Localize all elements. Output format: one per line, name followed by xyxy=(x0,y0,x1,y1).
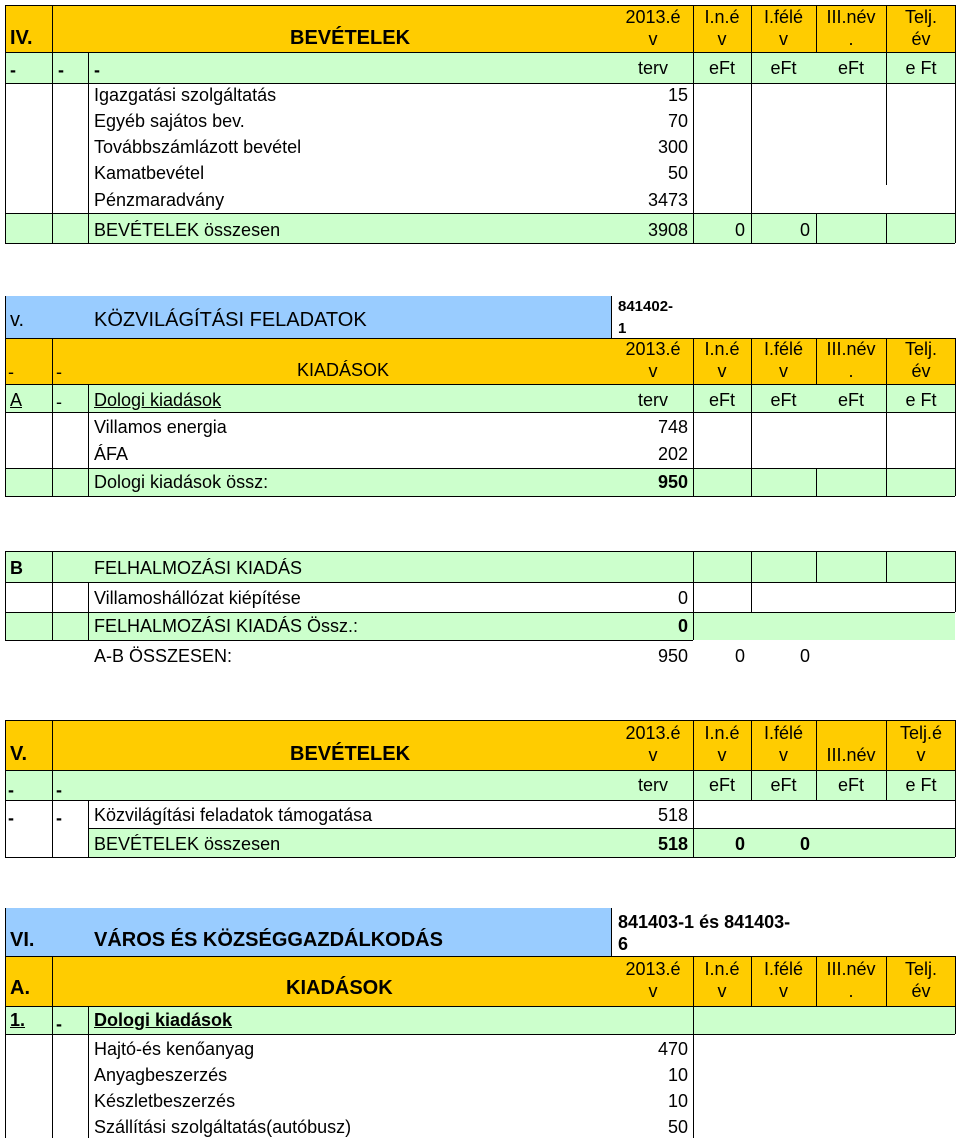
a-total-label: Dologi kiadások össz: xyxy=(94,472,269,492)
unit-eft: eFt xyxy=(837,390,864,410)
row-value: 70 xyxy=(667,111,688,131)
dash: - xyxy=(56,1014,62,1034)
col-head-ifele: I.félé v xyxy=(763,959,804,1001)
total-value: 3908 xyxy=(647,220,688,240)
col-head-ine: I.n.é v xyxy=(704,723,740,765)
unit-eft: e Ft xyxy=(905,390,937,410)
dash: - xyxy=(58,60,64,80)
row-label: Hajtó-és kenőanyag xyxy=(94,1039,255,1059)
col-head-ifele: I.félé v xyxy=(763,339,804,381)
section-number: VI. xyxy=(10,929,35,951)
dash: - xyxy=(10,60,16,80)
section-title: KÖZVILÁGÍTÁSI FELADATOK xyxy=(94,309,367,331)
ab-total-value: 0 xyxy=(734,646,745,666)
col-head-ine: I.n.é v xyxy=(704,339,740,381)
col-head-ine: I.n.é v xyxy=(704,959,740,1001)
col-head-2013: 2013.é v xyxy=(625,7,681,49)
row-label: Kamatbevétel xyxy=(94,163,205,183)
ab-total-label: A-B ÖSSZESEN: xyxy=(94,646,233,666)
unit-terv: terv xyxy=(637,58,668,78)
row-label: Egyéb sajátos bev. xyxy=(94,111,245,131)
row-label: Szállítási szolgáltatás(autóbusz) xyxy=(94,1117,352,1137)
activity-code: 841402- 1 xyxy=(618,298,674,337)
unit-eft: eFt xyxy=(770,390,797,410)
kiadasok-label: KIADÁSOK xyxy=(297,360,390,380)
a-total-value: 950 xyxy=(657,472,688,492)
row-value: 748 xyxy=(657,417,688,437)
col-head-2013: 2013.é v xyxy=(625,959,681,1001)
ab-total-value: 0 xyxy=(799,646,810,666)
unit-terv: terv xyxy=(637,775,668,795)
unit-eft: eFt xyxy=(708,775,735,795)
dash: - xyxy=(8,362,14,382)
dash: - xyxy=(8,780,14,800)
unit-eft: eFt xyxy=(770,775,797,795)
row-value: 518 xyxy=(657,805,688,825)
unit-eft: e Ft xyxy=(905,775,937,795)
section-b-label: FELHALMOZÁSI KIADÁS xyxy=(94,558,303,578)
col-head-telj: Telj. év xyxy=(904,959,937,1001)
dash: - xyxy=(56,780,62,800)
row-label: Igazgatási szolgáltatás xyxy=(94,85,277,105)
row-value: 3473 xyxy=(647,190,688,210)
row-label: Készletbeszerzés xyxy=(94,1091,236,1111)
total-value: 0 xyxy=(799,220,810,240)
dash: - xyxy=(56,362,62,382)
ab-total-value: 950 xyxy=(657,646,688,666)
unit-eft: eFt xyxy=(708,390,735,410)
section-a-label: Dologi kiadások xyxy=(94,390,222,410)
section-b-num: B xyxy=(10,558,23,578)
unit-eft: eFt xyxy=(770,58,797,78)
dash: - xyxy=(8,808,14,828)
section-a-num: A. xyxy=(10,977,30,999)
col-head-2013: 2013.é v xyxy=(625,339,681,381)
unit-eft: eFt xyxy=(837,58,864,78)
col-head-ifele: I.félé v xyxy=(763,723,804,765)
unit-eft: eFt xyxy=(708,58,735,78)
unit-eft: e Ft xyxy=(905,58,937,78)
row-label: Közvilágítási feladatok támogatása xyxy=(94,805,373,825)
row-value: 10 xyxy=(667,1091,688,1111)
row-value: 300 xyxy=(657,137,688,157)
row-value: 0 xyxy=(677,588,688,608)
row-label: Továbbszámlázott bevétel xyxy=(94,137,302,157)
col-head-2013: 2013.é v xyxy=(625,723,681,765)
col-head-telj: Telj. év xyxy=(904,339,937,381)
row-label: Pénzmaradvány xyxy=(94,190,225,210)
total-value: 518 xyxy=(657,834,688,854)
total-value: 0 xyxy=(734,834,745,854)
item-number: 1. xyxy=(10,1010,26,1030)
section-title: VÁROS ÉS KÖZSÉGGAZDÁLKODÁS xyxy=(94,929,443,951)
dash: - xyxy=(56,808,62,828)
activity-code: 841403-1 és 841403- 6 xyxy=(618,912,791,954)
total-label: BEVÉTELEK összesen xyxy=(94,220,281,240)
col-head-iiinev: III.név . xyxy=(826,339,876,381)
row-value: 470 xyxy=(657,1039,688,1059)
row-value: 10 xyxy=(667,1065,688,1085)
row-label: ÁFA xyxy=(94,444,129,464)
section-a-num: A xyxy=(10,390,23,410)
col-head-ifele: I.félé v xyxy=(763,7,804,49)
total-value: 0 xyxy=(799,834,810,854)
section-title: BEVÉTELEK xyxy=(290,743,411,765)
section-number: v. xyxy=(10,309,25,331)
b-total-value: 0 xyxy=(677,616,688,636)
row-value: 202 xyxy=(657,444,688,464)
col-head-telj: Telj.é v xyxy=(899,723,943,765)
section-number: V. xyxy=(10,743,28,765)
dash: - xyxy=(94,60,100,80)
dologi-label: Dologi kiadások xyxy=(94,1010,233,1030)
b-total-label: FELHALMOZÁSI KIADÁS Össz.: xyxy=(94,616,359,636)
col-head-iiinev: III.név . xyxy=(826,959,876,1001)
section-number: IV. xyxy=(10,27,33,49)
row-label: Villamos energia xyxy=(94,417,227,437)
total-label: BEVÉTELEK összesen xyxy=(94,834,281,854)
row-label: Villamoshállózat kiépítése xyxy=(94,588,301,608)
total-value: 0 xyxy=(734,220,745,240)
unit-eft: eFt xyxy=(837,775,864,795)
row-value: 15 xyxy=(667,85,688,105)
col-head-ine: I.n.é v xyxy=(704,7,740,49)
section-title: BEVÉTELEK xyxy=(290,27,411,49)
dash: - xyxy=(56,392,62,412)
row-label: Anyagbeszerzés xyxy=(94,1065,228,1085)
col-head-telj: Telj. év xyxy=(904,7,937,49)
row-value: 50 xyxy=(667,1117,688,1137)
kiadasok-label: KIADÁSOK xyxy=(286,977,393,999)
unit-terv: terv xyxy=(637,390,668,410)
col-head-iiinev: III.név . xyxy=(826,7,876,49)
col-head-iiinev: III.név xyxy=(826,745,876,765)
row-value: 50 xyxy=(667,163,688,183)
